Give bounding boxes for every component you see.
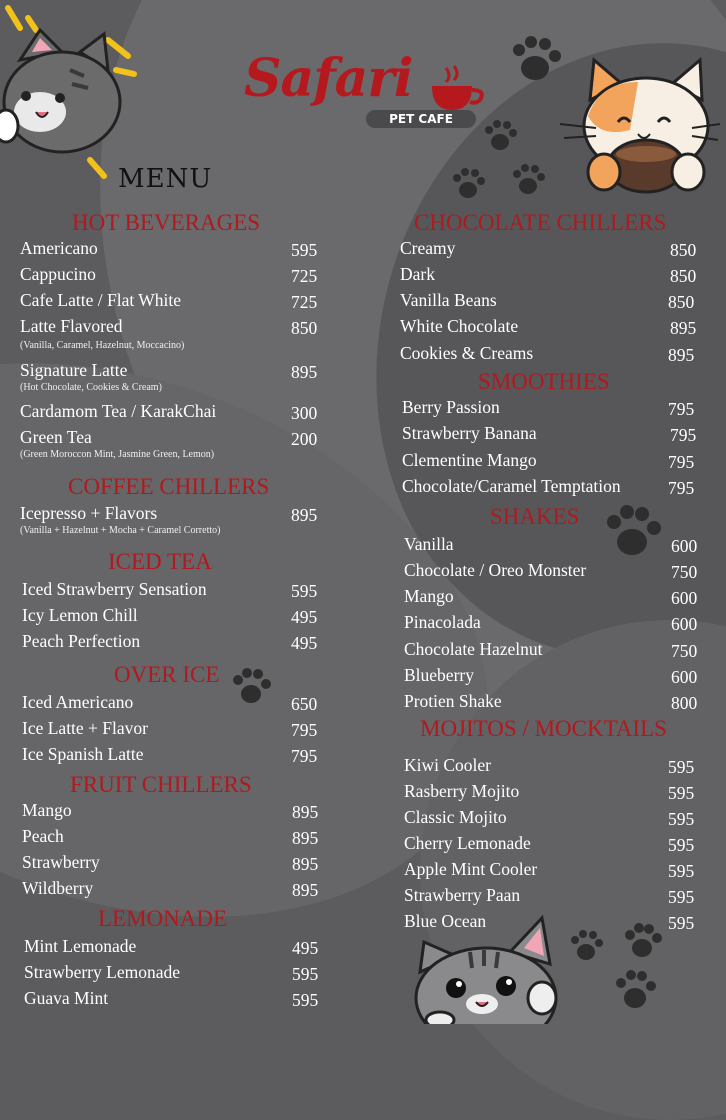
menu-item: Strawberry Paan — [404, 885, 521, 905]
menu-price: 595 — [668, 887, 695, 907]
menu-price: 795 — [291, 746, 318, 766]
menu-item: Cookies & Creams — [400, 343, 534, 363]
menu-price: 895 — [291, 362, 318, 382]
section-title-shakes: SHAKES — [490, 504, 580, 529]
menu-item: Blueberry — [404, 665, 474, 685]
menu-item: Protien Shake — [404, 691, 502, 711]
menu-item: Classic Mojito — [404, 807, 507, 827]
menu-item: Chocolate / Oreo Monster — [404, 560, 587, 580]
menu-item: Peach — [22, 826, 64, 846]
menu-item: Dark — [400, 264, 435, 284]
brand-logo — [238, 48, 498, 138]
menu-price: 495 — [292, 938, 319, 958]
menu-price: 895 — [668, 345, 695, 365]
section-title-lemonade: LEMONADE — [98, 906, 228, 931]
paw-print-icon — [505, 30, 565, 90]
menu-price: 200 — [291, 429, 318, 449]
paw-print-icon — [610, 966, 660, 1016]
menu-item: Guava Mint — [24, 988, 109, 1008]
menu-item: Latte Flavored — [20, 316, 123, 336]
section-title-chocolate-chillers: CHOCOLATE CHILLERS — [414, 210, 667, 235]
menu-item: Apple Mint Cooler — [404, 859, 538, 879]
menu-price: 895 — [292, 828, 319, 848]
menu-item: Strawberry Lemonade — [24, 962, 180, 982]
menu-price: 600 — [671, 536, 698, 556]
menu-price: 895 — [291, 505, 318, 525]
paw-print-icon — [480, 116, 520, 156]
menu-item: Icy Lemon Chill — [22, 605, 138, 625]
menu-item: Strawberry — [22, 852, 100, 872]
menu-item: Creamy — [400, 238, 456, 258]
menu-item-note: (Hot Chocolate, Cookies & Cream) — [20, 382, 162, 393]
menu-price: 600 — [671, 667, 698, 687]
orange-cat-icon — [560, 50, 720, 200]
menu-item: Blue Ocean — [404, 911, 487, 931]
section-title-mojitos: MOJITOS / MOCKTAILS — [420, 716, 667, 741]
menu-item: Cardamom Tea / KarakChai — [20, 401, 217, 421]
menu-price: 895 — [292, 802, 319, 822]
brand-subtitle: PET CAFE — [366, 110, 476, 128]
menu-price: 600 — [671, 588, 698, 608]
menu-price: 795 — [668, 478, 695, 498]
paw-print-icon — [508, 160, 548, 200]
section-title-iced-tea: ICED TEA — [108, 549, 212, 574]
menu-price: 850 — [670, 266, 697, 286]
menu-price: 750 — [671, 641, 698, 661]
menu-price: 795 — [670, 425, 697, 445]
menu-item: Signature Latte — [20, 360, 128, 380]
menu-item: Americano — [20, 238, 98, 258]
paw-print-icon — [448, 164, 488, 204]
menu-price: 595 — [668, 913, 695, 933]
menu-price: 495 — [291, 607, 318, 627]
menu-price: 800 — [671, 693, 698, 713]
menu-price: 600 — [671, 614, 698, 634]
menu-item: Clementine Mango — [402, 450, 537, 470]
menu-price: 595 — [668, 835, 695, 855]
menu-price: 595 — [668, 757, 695, 777]
menu-item: Vanilla Beans — [400, 290, 497, 310]
menu-price: 795 — [668, 452, 695, 472]
menu-price: 795 — [291, 720, 318, 740]
menu-price: 725 — [291, 266, 318, 286]
menu-item: Cherry Lemonade — [404, 833, 531, 853]
menu-item-note: (Vanilla + Hazelnut + Mocha + Caramel Corretto) — [20, 525, 221, 536]
menu-item: Icepresso + Flavors — [20, 503, 158, 523]
menu-price: 850 — [291, 318, 318, 338]
menu-price: 495 — [291, 633, 318, 653]
menu-item: Peach Perfection — [22, 631, 141, 651]
menu-price: 750 — [671, 562, 698, 582]
paw-print-icon — [228, 664, 274, 710]
menu-item: Mango — [22, 800, 72, 820]
section-title-fruit-chillers: FRUIT CHILLERS — [70, 772, 252, 797]
menu-item: Mango — [404, 586, 454, 606]
menu-item-note: (Green Moroccon Mint, Jasmine Green, Lemon) — [20, 449, 215, 460]
menu-item: White Chocolate — [400, 316, 519, 336]
paw-print-icon — [620, 920, 664, 964]
menu-item: Iced Strawberry Sensation — [22, 579, 207, 599]
menu-item: Ice Latte + Flavor — [22, 718, 148, 738]
menu-price: 895 — [292, 854, 319, 874]
menu-item: Pinacolada — [404, 612, 481, 632]
section-title-hot-beverages: HOT BEVERAGES — [72, 210, 261, 235]
coffee-cup-icon — [428, 64, 490, 114]
section-title-coffee-chillers: COFFEE CHILLERS — [68, 474, 270, 499]
menu-price: 595 — [668, 861, 695, 881]
paw-print-icon — [566, 926, 606, 966]
section-title-smoothies: SMOOTHIES — [478, 369, 610, 394]
menu-price: 725 — [291, 292, 318, 312]
menu-price: 595 — [292, 990, 319, 1010]
menu-item: Chocolate Hazelnut — [404, 639, 543, 659]
menu-price: 895 — [670, 318, 697, 338]
paw-print-icon — [600, 500, 664, 564]
menu-item: Chocolate/Caramel Temptation — [402, 476, 621, 496]
menu-item: Kiwi Cooler — [404, 755, 492, 775]
grey-cat-icon — [0, 0, 150, 185]
menu-price: 650 — [291, 694, 318, 714]
menu-item: Strawberry Banana — [402, 423, 537, 443]
menu-price: 595 — [668, 809, 695, 829]
menu-item: Cappucino — [20, 264, 96, 284]
menu-item: Vanilla — [404, 534, 454, 554]
menu-price: 595 — [291, 581, 318, 601]
menu-item: Iced Americano — [22, 692, 134, 712]
brand-name: Safari — [244, 48, 413, 109]
menu-item: Berry Passion — [402, 397, 500, 417]
menu-item-note: (Vanilla, Caramel, Hazelnut, Moccacino) — [20, 340, 185, 351]
menu-price: 850 — [668, 292, 695, 312]
menu-item: Wildberry — [22, 878, 94, 898]
menu-price: 795 — [668, 399, 695, 419]
menu-price: 850 — [670, 240, 697, 260]
menu-item: Ice Spanish Latte — [22, 744, 144, 764]
menu-price: 895 — [292, 880, 319, 900]
menu-price: 595 — [292, 964, 319, 984]
menu-item: Rasberry Mojito — [404, 781, 520, 801]
menu-price: 595 — [291, 240, 318, 260]
menu-price: 300 — [291, 403, 318, 423]
menu-item: Green Tea — [20, 427, 92, 447]
section-title-over-ice: OVER ICE — [114, 662, 220, 687]
menu-price: 595 — [668, 783, 695, 803]
menu-title: MENU — [118, 164, 213, 194]
menu-item: Cafe Latte / Flat White — [20, 290, 182, 310]
menu-item: Mint Lemonade — [24, 936, 137, 956]
